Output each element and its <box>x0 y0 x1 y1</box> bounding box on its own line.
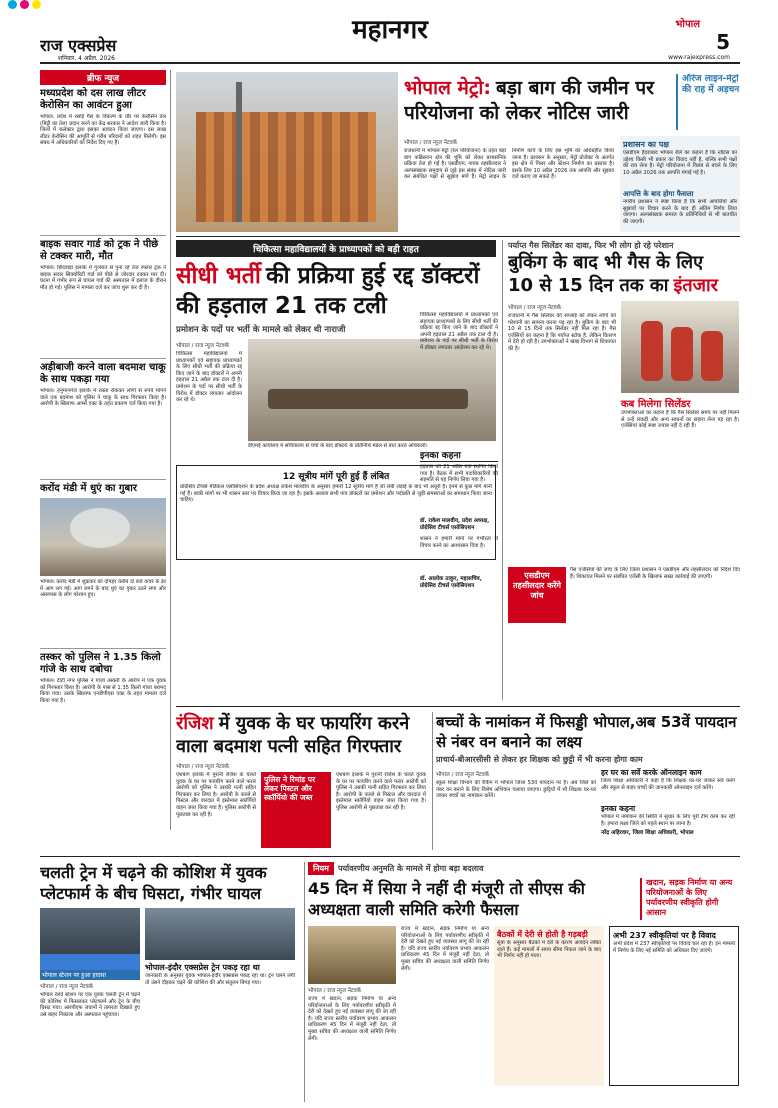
brief-body-2: भोपाल। छिंदवाड़ा इलाके में गुजरात से पुना रहे तेज रफ्तार ट्रक ने बाइक सवार सिक्योरिटी गार्ड को पीछे से जोरदार टक्कर मार दी। घटना में गंभीर रूप से घायल गार्ड की अस्पताल में इलाज के दौरान मौत हो गई। पुलिस ने मामला दर्ज कर जांच शुरू कर दी है। <box>40 265 166 291</box>
doctors-quote-2-author: डॉ. आलोक ठाकुर, महासचिव, प्रोग्रेसिव टीचर्स एसोसिएशन <box>420 576 482 589</box>
registration-mark-cyan <box>8 0 17 9</box>
brief-divider <box>40 648 166 649</box>
doctors-quote-column <box>420 312 498 692</box>
metro-side-box <box>620 136 740 232</box>
website-url: www.rajexpress.com <box>668 54 730 60</box>
brief-column <box>40 70 166 830</box>
gas-body: राजधानी में गैस सिलेंडर की सप्लाई को लेकर लोगों को परेशानी का सामना करना पड़ रहा है। बुकिंग के बाद भी 10 से 15 दिनों तक सिलेंडर नहीं मिल रहा है। गैस एजेंसियों का कहना है कि पर्याप्त स्टॉक है, लेकिन वितरण में देरी हो रही है। उपभोक्ताओं ने खाद्य विभाग से शिकायत की है। <box>508 313 616 352</box>
train-headline: चलती ट्रेन में चढ़ने की कोशिश में युवक प्लेटफार्म के बीच घिसटा, गंभीर घायल <box>40 863 267 903</box>
doctors-quote-1: हड़ताल को 21 अप्रैल तक स्थगित किया गया है। बैठक में सभी पदाधिकारियों की सहमति से यह निर्णय लिया गया है। <box>420 464 498 484</box>
doctors-byline: भोपाल / राज न्यूज नेटवर्क <box>176 343 230 349</box>
metro-byline: भोपाल / राज न्यूज नेटवर्क <box>404 140 458 146</box>
metro-side-title-2: आपत्ति के बाद होगा फैसला <box>623 190 694 198</box>
school-quote-author: नरेंद्र अहिरवार, जिला शिक्षा अधिकारी, भोपाल <box>601 830 694 836</box>
doctors-quote-label: इनका कहना <box>420 448 498 462</box>
train-body: भोपाल रेलवे स्टेशन पर एक युवक चलती ट्रेन में चढ़ने की कोशिश में फिसलकर प्लेटफार्म और ट्रेन के बीच घिसट गया। आरपीएफ जवानों ने तत्परता दिखाते हुए उसे बाहर निकाला और अस्पताल पहुंचाया। <box>40 992 140 1018</box>
masthead-rule <box>40 62 740 64</box>
karond-mandi-photo <box>40 498 166 576</box>
gas-kicker: पर्याप्त गैस सिलेंडर का दावा, फिर भी लोग हो रहे परेशान <box>508 241 674 250</box>
gas-headline-line-1: बुकिंग के बाद भी गैस के लिए <box>508 252 704 273</box>
doctors-body: चिकित्सा महाविद्यालयों में प्राध्यापकों एवं सहायक प्राध्यापकों के लिए सीधी भर्ती की प्रक्रिया रद्द किए जाने के बाद डॉक्टरों ने अपनी हड़ताल 21 अप्रैल तक टाल दी है। प्रमोशन के पदों पर सीधी भर्ती के विरोध में डॉक्टर लगातार आंदोलन कर रहे थे। <box>176 351 242 404</box>
scaffold-shape <box>196 112 376 222</box>
env-mining-photo <box>308 926 396 984</box>
env-body-continued: राज्य में खदान, सड़क निर्माण या अन्य परियोजनाओं के लिए पर्यावरणीय स्वीकृति में देरी को देखते हुए नई व्यवस्था लागू की जा रही है। यदि राज्य स्तरीय पर्यावरण प्रभाव आकलन प्राधिकरण 45 दिन में मंजूरी नहीं देता, तो मुख्य सचिव की अध्यक्षता वाली समिति निर्णय लेगी। <box>401 926 489 972</box>
gas-byline: भोपाल / राज न्यूज नेटवर्क <box>508 305 562 311</box>
metro-body-text: राजधानी में भोपाल मेट्रो (रेल परियोजना) के तहत बड़ा बाग कब्रिस्तान क्षेत्र की भूमि को लेकर प्रशासनिक प्रक्रिया तेज हो गई है। एसडीएम, नायब तहसीलदार ने अल्पसंख्यक समुदाय से जुड़े इस संबंध में नोटिस जारी कर संबंधित पक्षों से सुझाव मांगे हैं। मेट्रो लाइन के निर्माण कार्य के लिए इस भूमि को अधिग्रहीत किया जाना है। प्रशासन के अनुसार, मेट्रो प्रोजेक्ट के अंतर्गत इस क्षेत्र में पिलर और स्टेशन निर्माण का प्रस्ताव है। इसके लिए 10 अप्रैल 2026 तक आपत्ति और सुझाव दर्ज कराए जा सकते हैं। <box>404 148 614 181</box>
school-quote: भोपाल में नामांकन की स्थिति में सुधार के लिए पूरी टीम काम कर रही है। हमारा लक्ष्य जिले को पहले स्थान पर लाना है। <box>601 814 735 827</box>
school-quote-label: इनका कहना <box>601 804 636 813</box>
school-side-title: हर घर का सर्वे करके ऑनलाइन काम <box>601 768 702 777</box>
metro-tag <box>676 74 740 130</box>
env-kicker-tag: नियम <box>308 862 334 875</box>
gas-side-title: कब मिलेगा सिलेंडर <box>621 399 691 410</box>
train-photo-caption: भोपाल स्टेशन पर हुआ हादसा <box>40 970 140 980</box>
gas-red-box-body: गैस एजेंसियों की जांच के लिए जिला प्रशासन ने एसडीएम और तहसीलदार को निर्देश दिए हैं। शिकायत मिलने पर संबंधित एजेंसी के खिलाफ सख्त कार्रवाई की जाएगी। <box>570 567 740 580</box>
doctors-subhead: प्रमोशन के पदों पर भर्ती के मामले को लेकर थी नाराजी <box>176 325 346 335</box>
school-byline: भोपाल / राज न्यूज नेटवर्क <box>436 772 490 778</box>
doctors-body-continued: चिकित्सा महाविद्यालयों में प्राध्यापकों एवं सहायक प्राध्यापकों के लिए सीधी भर्ती की प्रक्रिया रद्द किए जाने के बाद डॉक्टरों ने अपनी हड़ताल 21 अप्रैल तक टाल दी है। प्रमोशन के पदों पर सीधी भर्ती के विरोध में डॉक्टर लगातार आंदोलन कर रहे थे। <box>420 312 498 351</box>
metro-body <box>404 136 614 232</box>
env-byline: भोपाल / राज न्यूज नेटवर्क <box>308 988 362 994</box>
doctors-kicker: चिकित्सा महाविद्यालयों के प्राध्यापकों को बड़ी राहत <box>176 240 496 257</box>
metro-site-photo <box>176 72 398 232</box>
train-byline: भोपाल / राज न्यूज नेटवर्क <box>40 984 94 990</box>
brief-body-5: भोपाल। टीटी नगर पुलिस ने गांजा तस्करी के आरोप में एक युवक को गिरफ्तार किया है। आरोपी के पास से 1.35 किलो गांजा बरामद किया गया। उसके खिलाफ एनडीपीएस एक्ट के तहत मामला दर्ज किया गया है। <box>40 678 166 704</box>
firing-highlight: पुलिस ने रिमांड पर लेकर पिस्टल और स्कॉर्पियो की जब्त <box>261 772 331 848</box>
brief-body-3: भोपाल। हनुमानगंज इलाके में रास्ता रोककर लोगों से रुपये मांगने वाले एक बदमाश को पुलिस ने चाकू के साथ गिरफ्तार किया है। आरोपी के खिलाफ आर्म्स एक्ट के तहत प्रकरण दर्ज किया गया है। <box>40 388 166 408</box>
firing-headline-red: रंजिश <box>176 713 214 734</box>
train-side-title: भोपाल-इंदौर एक्सप्रेस ट्रेन पकड़ रहा था <box>145 963 260 972</box>
env-box-title: बैठकों में देरी से होती है गड़बड़ी <box>497 930 588 939</box>
gas-cylinder-photo <box>621 301 739 393</box>
column-rule <box>304 862 305 1102</box>
env-tag: खदान, सड़क निर्माण या अन्य परियोजनाओं के लिए पर्यावरणीय स्वीकृति होगी आसान <box>640 878 740 920</box>
brief-title-4: करोंद मंडी में धुएं का गुबार <box>40 483 137 494</box>
column-rule <box>432 712 433 850</box>
gas-headline-line-2: 10 से 15 दिन तक का <box>508 275 669 296</box>
train-coach-shape <box>40 954 140 970</box>
brief-divider <box>40 358 166 359</box>
city-label: भोपाल <box>675 19 700 30</box>
cylinder-shape <box>701 331 723 381</box>
env-body: राज्य में खदान, सड़क निर्माण या अन्य परियोजनाओं के लिए पर्यावरणीय स्वीकृति में देरी को देखते हुए नई व्यवस्था लागू की जा रही है। यदि राज्य स्तरीय पर्यावरण प्रभाव आकलन प्राधिकरण 45 दिन में मंजूरी नहीं देता, तो मुख्य सचिव की अध्यक्षता वाली समिति निर्णय लेगी। <box>308 996 396 1042</box>
brief-body-1: भोपाल, प्रदेश में रसोई गैस के विकल्प के तौर पर केरोसिन तेल (मिट्टी का तेल) प्रदान करने का केंद्र सरकार ने आदेश जारी किया है। जिलों में कलेक्टर द्वारा इसका आवंटन किया जाएगा। दस लाख लीटर केरोसिन की आपूर्ति से गरीब परिवारों को राहत मिलेगी। इस संबंध में अधिकारियों को निर्देश दिए गए हैं। <box>40 114 166 147</box>
brief-title-3: अड़ीबाजी करने वाला बदमाश चाकू के साथ पकड़ा गया <box>40 362 166 385</box>
train-station-photo <box>40 908 140 970</box>
registration-mark-magenta <box>20 0 29 9</box>
metro-headline <box>404 76 672 132</box>
cylinder-shape <box>671 327 693 381</box>
smoke-shape <box>70 508 130 548</box>
school-headline: बच्चों के नामांकन में फिसड्डी भोपाल,अब 53वें पायदान से नंबर वन बनाने का लक्ष्य <box>436 713 737 751</box>
doctors-box-title: 12 सूत्रीय मांगें पूरी हुई हैं लंबित <box>282 472 390 482</box>
doctors-quote-2: शासन ने हमारी मांगों पर गंभीरता से विचार करने का आश्वासन दिया है। <box>420 536 498 549</box>
firing-headline-text: में युवक के घर फायरिंग करने वाला बदमाश पत्नी सहित गिरफ्तार <box>176 713 410 757</box>
firing-byline: भोपाल / राज न्यूज नेटवर्क <box>176 764 230 770</box>
doctors-photo-caption: डीएमई कार्यालय में सचिवालय से चर्चा के बाद डॉक्टरों के प्रतिनिधि मंडल से बात करते अधिकारी। <box>248 443 428 449</box>
metro-headline-text: बड़ा बाग की जमीन पर परियोजना को लेकर नोटिस जारी <box>404 77 654 124</box>
section-rule <box>176 236 740 237</box>
cylinder-shape <box>641 321 663 381</box>
doctors-headline-red: सीधी भर्ती <box>176 263 261 289</box>
page-number: 5 <box>716 30 730 54</box>
section-rule <box>40 856 740 857</box>
school-body: स्कूल शिक्षा विभाग की रैंकिंग में भोपाल जिला 53वें पायदान पर है। अब जिले को नंबर वन बनाने के लिए विशेष अभियान चलाया जाएगा। छुट्टियों में भी शिक्षक घर-घर जाकर बच्चों का नामांकन करेंगे। <box>436 780 596 800</box>
brief-title-5: तस्कर को पुलिस ने 1.35 किलो गांजे के साथ दबोचा <box>40 652 161 675</box>
gas-story <box>508 240 740 700</box>
brief-title-1: मध्यप्रदेश को दस लाख लीटर केरोसिन का आवंटन हुआ <box>40 88 146 111</box>
section-title: महानगर <box>352 15 428 45</box>
brief-body-4: भोपाल। करोंद मंडी में शुक्रवार को दोपहर करीब दो बजे कचरे के ढेर में आग लग गई। आग लगने के बाद धुएं का गुबार उठने लगा और आसपास के लोग परेशान हुए। <box>40 579 166 599</box>
brief-label: ब्रीफ न्यूज <box>40 70 166 85</box>
column-rule <box>170 70 171 830</box>
school-subhead: प्राचार्य-बीआरसीसी से लेकर हर शिक्षक को छुट्टी में भी करना होगा काम <box>436 755 643 764</box>
env-side-title: अभी 237 स्वीकृतियां पर है विवाद <box>613 931 716 940</box>
env-headline: 45 दिन में सिया ने नहीं दी मंजूरी तो सीएस की अध्यक्षता वाली समिति करेगी फैसला <box>308 879 585 919</box>
metro-side-body-2: नगरीय प्रशासन ने स्पष्ट किया है कि सभी आपत्तियों और सुझावों पर विचार करने के बाद ही अंतिम निर्णय लिया जाएगा। अल्पसंख्यक समाज के प्रतिनिधियों से भी बातचीत की जाएगी। <box>623 199 737 225</box>
firing-story <box>176 712 428 850</box>
env-side-body: अभी प्रदेश में 237 स्वीकृतियों पर विवाद चल रहा है। इन मामलों में निर्णय के लिए नई समिति को अधिकार दिए जाएंगे। <box>613 941 735 954</box>
date-line: शनिवार, 4 अप्रैल, 2026 <box>58 55 115 60</box>
school-side-body: जिला शिक्षा अधिकारी ने कहा है कि शिक्षक घर-घर जाकर सर्वे करेंगे और स्कूल से बाहर बच्चों की जानकारी ऑनलाइन दर्ज करेंगे। <box>601 778 735 791</box>
metro-side-body: एसडीएम हैदराबाद भोपाल रेलि का कहना है कि नोटिस का उद्देश्य किसी भी प्रकार का विवाद नहीं है, बल्कि सभी पक्षों की राय लेना है। मेट्रो परियोजना में विलंब से बचने के लिए 10 अप्रैल 2026 तक आपत्ति मंगाई गई है। <box>623 150 737 176</box>
doctors-box-body: प्रोग्रेसिव टीचर्स मेडिकल एसोसिएशन के प्रदेश अध्यक्ष राकेश मालवीय के अनुसार हमारी 12 सूत्रीय मांगें हैं जो लंबी लड़ाई के बाद भी अधूरी हैं। इनमें से कुछ मांगें मानी गई हैं। बाकी मांगों पर भी शासन स्तर पर विचार किया जा रहा है। इसके अलावा सभी पात्र डॉक्टरों का प्रमोशन और पदोन्नति से जुड़ी समस्याओं का समाधान किया जाना चाहिए। <box>180 484 492 504</box>
section-rule <box>176 706 740 707</box>
env-box-body: सूत्रों के अनुसार बैठकों में देरी के कारण आवेदन लंबित रहते हैं। कई मामलों में समय सीमा निकल जाने के बाद भी निर्णय नहीं हो पाता। <box>497 940 601 960</box>
metro-tag-text: ऑरेंज लाइन-मेट्रो की राह में अड़चन <box>682 74 740 95</box>
env-kicker: पर्यावरणीय अनुमति के मामले में होगा बड़ा बदलाव <box>337 864 484 873</box>
gas-headline-red: इंतजार <box>673 275 718 296</box>
paper-name: राज एक्सप्रेस <box>40 36 117 55</box>
crane-shape <box>236 82 242 222</box>
masthead <box>40 8 740 60</box>
school-story <box>436 712 740 850</box>
train-side-body: जानकारी के अनुसार युवक भोपाल-इंदौर एक्सप्रेस पकड़ रहा था। ट्रेन चलने लगी तो उसने दौड़कर चढ़ने की कोशिश की और संतुलन बिगड़ गया। <box>145 973 295 986</box>
gas-side-body: उपभोक्ताओं का कहना है कि गैस सिलेंडर समय पर नहीं मिलने से उन्हें लकड़ी और अन्य साधनों का सहारा लेना पड़ रहा है। एजेंसियां कोई स्पष्ट जवाब नहीं दे रही हैं। <box>621 410 739 430</box>
firing-body: ऐशबाग इलाके में पुरानी रंजिश के चलते युवक के घर पर फायरिंग करने वाले फरार आरोपी को पुलिस ने उसकी पत्नी सहित गिरफ्तार कर लिया है। आरोपी के कब्जे से पिस्टल और वारदात में इस्तेमाल स्कॉर्पियो वाहन जब्त किया गया है। पुलिस आरोपी से पूछताछ कर रही है। <box>176 772 256 818</box>
doctors-headline-text: की प्रक्रिया हुई रद्द डॉक्टरों की हड़ताल 21 तक टली <box>176 263 480 319</box>
metro-side-title: प्रशासन का पक्ष <box>623 140 669 149</box>
brief-divider <box>40 479 166 480</box>
doctors-quote-1-author: डॉ. राकेश मालवीय, प्रदेश अध्यक्ष, प्रोग्रेसिव टीचर्स एसोसिएशन <box>420 518 490 531</box>
env-story <box>308 862 740 1102</box>
train-platform-photo <box>145 908 295 960</box>
firing-body-continued: ऐशबाग इलाके में पुरानी रंजिश के चलते युवक के घर पर फायरिंग करने वाले फरार आरोपी को पुलिस ने उसकी पत्नी सहित गिरफ्तार कर लिया है। आरोपी के कब्जे से पिस्टल और वारदात में इस्तेमाल स्कॉर्पियो वाहन जब्त किया गया है। पुलिस आरोपी से पूछताछ कर रही है। <box>336 772 426 811</box>
column-rule <box>502 240 503 700</box>
brief-title-2: बाइक सवार गार्ड को ट्रक ने पीछे से टक्कर मारी, मौत <box>40 239 159 262</box>
gas-red-box-title: एसडीएम तहसीलदार करेंगे जांच <box>508 567 566 623</box>
train-story <box>40 862 300 1102</box>
metro-headline-red: भोपाल मेट्रो: <box>404 77 491 99</box>
brief-divider <box>40 235 166 236</box>
